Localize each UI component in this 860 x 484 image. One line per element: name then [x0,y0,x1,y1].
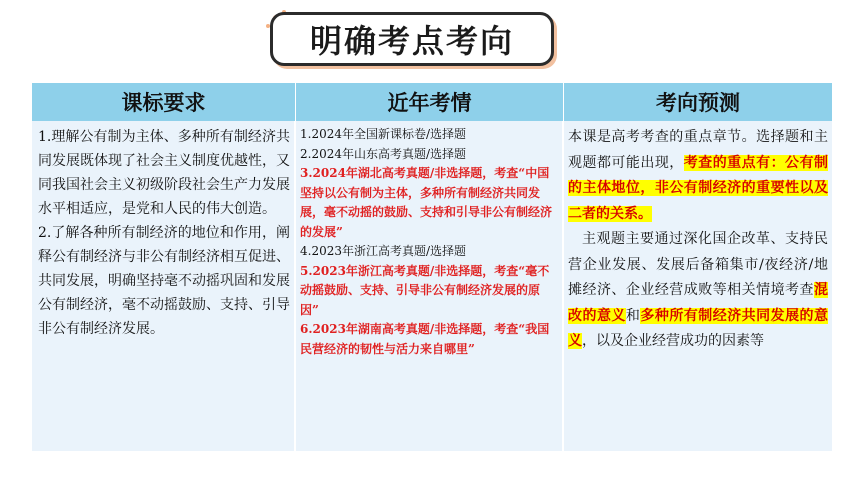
exam-analysis-table [32,83,832,451]
prediction-text-c: ，以及企业经营成功的因素等 [582,333,764,349]
exam-item-2: 2.2024年山东高考真题/选择题 [300,146,467,161]
header-curriculum: 课标要求 [32,83,296,121]
prediction-text-b: 主观题主要通过深化国企改革、支持民营企业发展、发展后备箱集市/夜经济/地摊经济、企业经营成败等相关情境考查 [568,231,828,298]
curriculum-item-1: 1.理解公有制为主体、多种所有制经济共同发展既体现了社会主义制度优越性，又同我国社会主义初级阶段社会生产力发展水平相适应，是党和人民的伟大创造。 [38,129,290,217]
prediction-paragraph-1 [568,125,828,227]
recent-exams-cell [296,121,564,451]
curriculum-item-2: 2.了解各种所有制经济的地位和作用，阐释公有制经济与非公有制经济相互促进、共同发展，明确坚持毫不动摇巩固和发展公有制经济，毫不动摇鼓励、支持、引导非公有制经济发展。 [38,225,290,337]
curriculum-cell [32,121,296,451]
prediction-highlight-mixed-reform: 混改的意义 [568,282,828,324]
prediction-paragraph-2 [568,227,828,355]
table-body-row [32,121,832,451]
header-recent-exams: 近年考情 [296,83,564,121]
prediction-text-a: 本课是高考考查的重点章节。选择题和主观题都可能出现， [568,129,828,171]
prediction-highlight-common-development: 多种所有制经济共同发展的意义 [568,307,829,349]
exam-item-4: 4.2023年浙江高考真题/选择题 [300,244,467,258]
title-banner [262,6,562,68]
prediction-text-and: 和 [625,307,641,324]
exam-item-1: 1.2024年全国新课标卷/选择题 [300,127,467,141]
exam-item-6: 6.2023年湖南高考真题/非选择题，考查“我国民营经济的韧性与活力来自哪里” [300,322,550,356]
title-box [270,12,554,66]
prediction-cell [564,121,832,451]
header-prediction: 考向预测 [656,91,740,115]
table-header-row [32,83,832,121]
page-title: 明确考点考向 [309,22,514,60]
exam-item-3: 3.2024年湖北高考真题/非选择题，考查“中国坚持以公有制为主体，多种所有制经济共同发展，毫不动摇的鼓励、支持和引导非公有制经济的发展” [300,166,553,239]
prediction-highlight-focus: 考查的重点有：公有制的主体地位，非公有制经济的重要性以及二者的关系。 [568,154,829,222]
exam-item-5: 5.2023年浙江高考真题/非选择题，考查“毫不动摇鼓励、支持、引导非公有制经济发展的原因” [300,263,550,317]
